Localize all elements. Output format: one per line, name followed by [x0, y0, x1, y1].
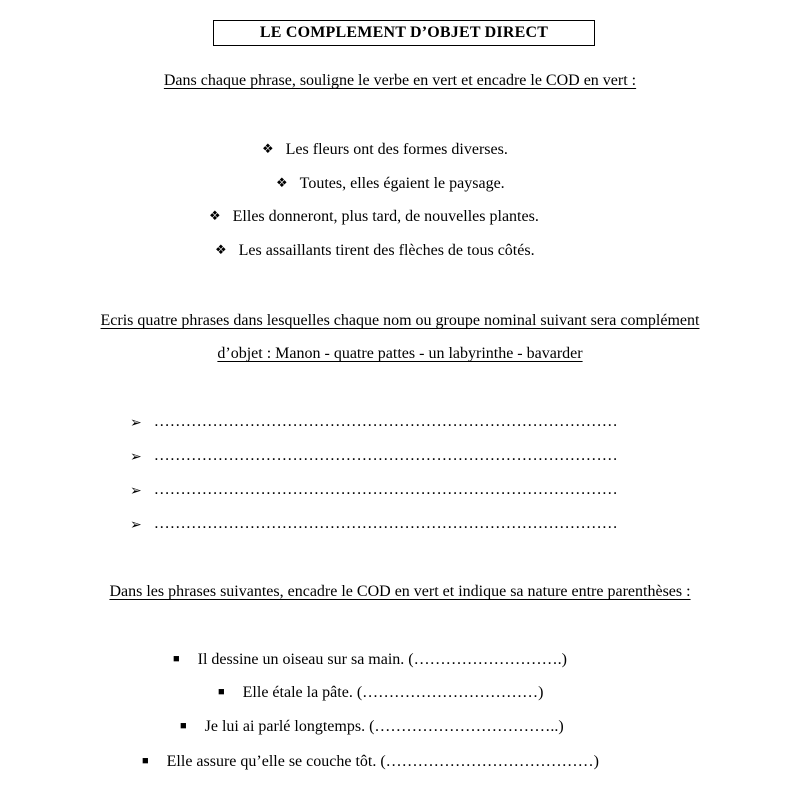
sentence-text: Elle assure qu’elle se couche tôt. (…………………………………) [166, 753, 600, 770]
diamond-bullet-icon: ❖ [262, 141, 274, 156]
arrowhead-bullet-icon: ➢ [130, 518, 142, 533]
section3-sentence-2 [218, 683, 543, 704]
writing-line-2 [130, 446, 618, 467]
blank-line: …………………………………………………………………………… [153, 413, 618, 430]
section3-sentence-3 [180, 717, 564, 738]
blank-line: …………………………………………………………………………… [153, 481, 618, 498]
sentence-text: Elle étale la pâte. (……………………………) [242, 684, 544, 701]
section1-instruction-text: Dans chaque phrase, souligne le verbe en vert et encadre le COD en vert : [163, 72, 637, 89]
section2-instruction-text-2: d’objet : Manon - quatre pattes - un labyrinthe - bavarder [217, 345, 583, 362]
square-bullet-icon: ■ [142, 755, 149, 767]
sentence-text: Toutes, elles égaient le paysage. [299, 175, 505, 192]
sentence-text: Les fleurs ont des formes diverses. [285, 141, 508, 158]
section1-sentence-1 [262, 140, 508, 160]
writing-line-3 [130, 480, 618, 501]
diamond-bullet-icon: ❖ [215, 242, 227, 257]
writing-line-4 [130, 514, 618, 535]
arrowhead-bullet-icon: ➢ [130, 450, 142, 465]
section1-sentence-4 [215, 241, 535, 261]
section2-instruction-text-1: Ecris quatre phrases dans lesquelles chaque nom ou groupe nominal suivant sera complément [100, 312, 700, 329]
section3-instruction [0, 582, 800, 602]
sentence-text: Les assaillants tirent des flèches de tous côtés. [238, 242, 535, 259]
page-title: LE COMPLEMENT D’OBJET DIRECT [213, 20, 595, 46]
section2-instruction-line1 [0, 311, 800, 331]
arrowhead-bullet-icon: ➢ [130, 416, 142, 431]
diamond-bullet-icon: ❖ [209, 208, 221, 223]
square-bullet-icon: ■ [218, 686, 225, 698]
sentence-text: Il dessine un oiseau sur sa main. (……………………….) [197, 651, 567, 668]
blank-line: …………………………………………………………………………… [153, 447, 618, 464]
sentence-text: Je lui ai parlé longtemps. (……………………………..) [204, 718, 564, 735]
section3-sentence-4 [142, 752, 599, 773]
section1-instruction [0, 71, 800, 91]
section1-sentence-2 [276, 174, 505, 194]
writing-line-1 [130, 412, 618, 433]
section1-sentence-3 [209, 207, 539, 227]
square-bullet-icon: ■ [173, 653, 180, 665]
section3-sentence-1 [173, 650, 567, 671]
sentence-text: Elles donneront, plus tard, de nouvelles plantes. [232, 208, 539, 225]
blank-line: …………………………………………………………………………… [153, 515, 618, 532]
square-bullet-icon: ■ [180, 720, 187, 732]
arrowhead-bullet-icon: ➢ [130, 484, 142, 499]
section2-instruction-line2 [0, 344, 800, 364]
diamond-bullet-icon: ❖ [276, 175, 288, 190]
section3-instruction-text: Dans les phrases suivantes, encadre le COD en vert et indique sa nature entre parenthèses : [109, 583, 691, 600]
